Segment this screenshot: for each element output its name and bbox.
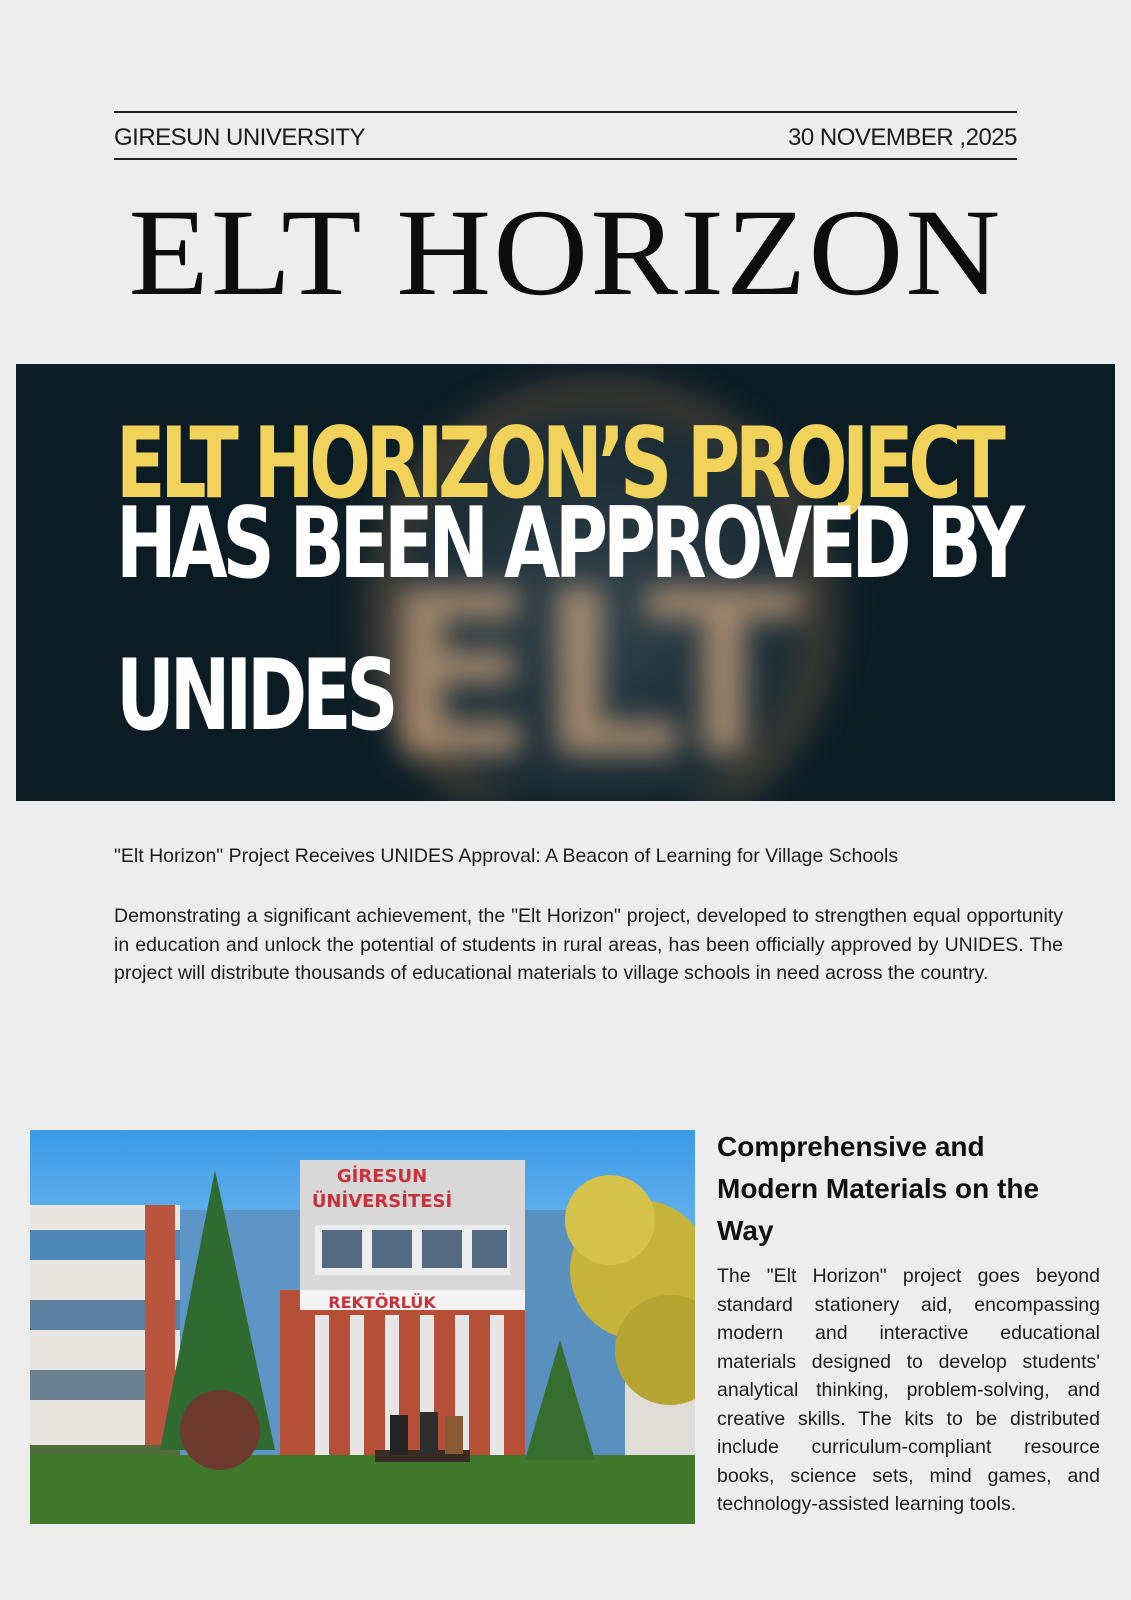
hero-headline — [116, 407, 1020, 753]
article-intro: Demonstrating a significant achievement, the "Elt Horizon" project, developed to strengthen equal opportunity in education and unlock the potential of students in rural areas, has been officially approved by UNIDES. The project will distribute thousands of educational materials to village schools in need across the country. — [114, 905, 1063, 984]
headline-line-1: ELT HORIZON’S PROJECT — [116, 407, 1001, 521]
campus-photo — [30, 1130, 695, 1524]
person-1 — [390, 1415, 408, 1455]
sign-university-name: GİRESUN — [336, 1166, 428, 1187]
sidebar-body: The "Elt Horizon" project goes beyond standard stationery aid, encompassing modern and interactive educational materials designed to develop students' analytical thinking, problem-solving, and creative skills. The kits to be distributed include curriculum-compliant resource books, science sets, mind games, and technology-assisted learning tools. — [717, 1265, 1100, 1515]
masthead-row — [114, 118, 1017, 158]
article-subheading: "Elt Horizon" Project Receives UNIDES Approval: A Beacon of Learning for Village Schools — [114, 845, 899, 867]
blurred-logo-letters: ELT — [379, 542, 803, 801]
headline-line-3: UNIDES — [116, 639, 394, 753]
masthead-bottom-rule — [114, 158, 1017, 160]
sign-university-word: ÜNİVERSİTESİ — [311, 1191, 453, 1212]
campus-illustration — [30, 1130, 695, 1524]
sign-rectorate: REKTÖRLÜK — [328, 1293, 436, 1312]
newsletter-title: ELT HORIZON — [128, 184, 1003, 321]
hero-banner — [16, 364, 1115, 801]
publisher-name: GIRESUN UNIVERSITY — [114, 124, 366, 151]
top-rule — [114, 111, 1017, 113]
issue-date: 30 NOVEMBER ,2025 — [788, 124, 1017, 151]
headline-line-2: HAS BEEN APPROVED BY — [116, 487, 1020, 601]
person-3 — [445, 1416, 463, 1454]
lawn — [30, 1455, 695, 1524]
person-2 — [420, 1412, 438, 1454]
sidebar-heading: Comprehensive and Modern Materials on the Way — [717, 1131, 1040, 1246]
red-shrub — [180, 1390, 260, 1470]
